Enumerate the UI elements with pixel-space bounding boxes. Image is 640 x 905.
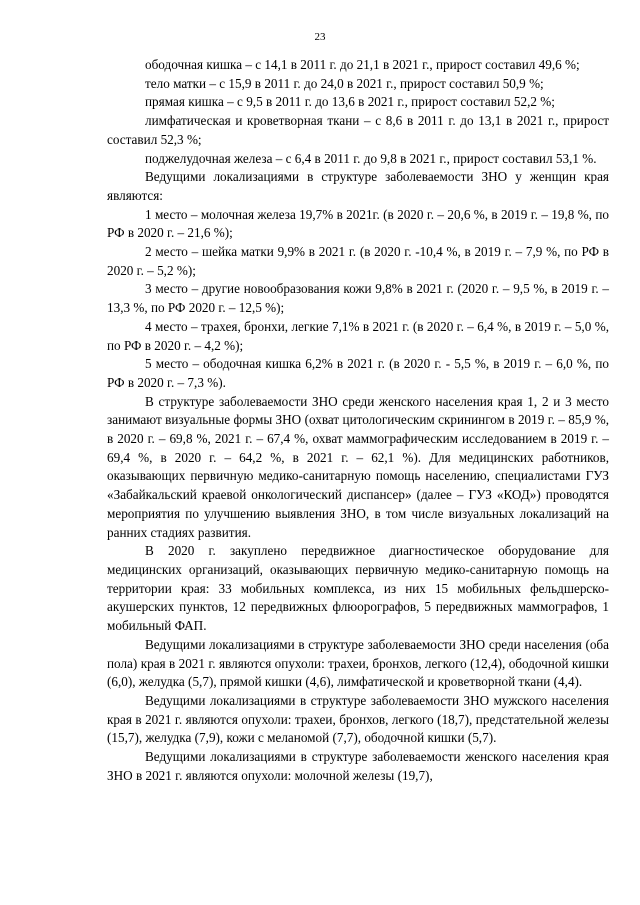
paragraph: поджелудочная железа – с 6,4 в 2011 г. до 9,8 в 2021 г., прирост составил 53,1 %. [145,150,597,166]
paragraph: 4 место – трахея, бронхи, легкие 7,1% в 2021 г. (в 2020 г. – 6,4 %, в 2019 г. – 5,0 %, по РФ в 2020 г. – 4,2 %); [107,318,609,353]
paragraph: 3 место – другие новообразования кожи 9,8% в 2021 г. (2020 г. – 9,5 %, в 2019 г. – 13,3 %, по РФ 2020 г. – 12,5 %); [107,281,609,316]
paragraph: 2 место – шейка матки 9,9% в 2021 г. (в 2020 г. -10,4 %, в 2019 г. – 7,9 %, по РФ в 2020 г. – 5,2 %); [107,244,609,278]
paragraph: Ведущими локализациями в структуре заболеваемости ЗНО мужского населения края в 2021 г. являются опухоли: трахеи, бронхов, легкого (18,7), предстательной железы (15,7), желудка (7,9), кожи с меланомой (7,7), ободочной кишки (5,7). [107,692,609,746]
paragraph: тело матки – с 15,9 в 2011 г. до 24,0 в 2021 г., прирост составил 50,9 %; [145,75,544,91]
paragraph: 5 место – ободочная кишка 6,2% в 2021 г. (в 2020 г. - 5,5 %, в 2019 г. – 6,0 %, по РФ в 2020 г. – 7,3 %). [107,356,609,390]
paragraph: ободочная кишка – с 14,1 в 2011 г. до 21,1 в 2021 г., прирост составил 49,6 %; [145,57,580,72]
paragraph: Ведущими локализациями в структуре заболеваемости женского населения края ЗНО в 2021 г. являются опухоли: молочной железы (19,7), [107,749,609,783]
paragraph: прямая кишка – с 9,5 в 2011 г. до 13,6 в 2021 г., прирост составил 52,2 %; [145,94,555,110]
paragraph: Ведущими локализациями в структуре заболеваемости ЗНО у женщин края являются: [107,169,609,203]
paragraph: 1 место – молочная железа 19,7% в 2021г. (в 2020 г. – 20,6 %, в 2019 г. – 19,8 %, по РФ в 2020 г. – 21,6 %); [107,206,609,241]
paragraph: лимфатическая и кроветворная ткани – с 8,6 в 2011 г. до 13,1 в 2021 г., прирост составил 52,3 %; [107,113,609,147]
body-text [107,56,609,785]
paragraph: В структуре заболеваемости ЗНО среди женского населения края 1, 2 и 3 место занимают визуальные формы ЗНО (охват цитологическим скринингом в 2019 г. – 85,9 %, в 2020 г. – 69,8 %, 2021 г. – 67,4 %, охват маммографическим исследованием в 2019 г. – 69,4 %, в 2020 г. – 64,2 %, в 2021 г. – 62,1 %). Для медицинских работников, оказывающих первичную медико-санитарную помощь населению, специалистами ГУЗ «Забайкальский краевой онкологический диспансер» (далее – ГУЗ «КОД») проводятся мероприятия по улучшению выявления ЗНО, в том числе визуальных локализаций на ранних стадиях развития. [107,393,609,540]
paragraph: Ведущими локализациями в структуре заболеваемости ЗНО среди населения (оба пола) края в 2021 г. являются опухоли: трахеи, бронхов, легкого (12,4), ободочной кишки (6,0), желудка (5,7), прямой кишки (4,6), лимфатической и кроветворной ткани (4,4). [107,636,609,690]
paragraph: В 2020 г. закуплено передвижное диагностическое оборудование для медицинских организаций, оказывающих первичную медико-санитарную помощь на территории края: 33 мобильных комплекса, из них 15 мобильных фельдшерско-акушерских пунктов, 12 передвижных флюорографов, 5 передвижных маммографов, 1 мобильный ФАП. [107,543,609,634]
page-number: 23 [314,31,326,43]
